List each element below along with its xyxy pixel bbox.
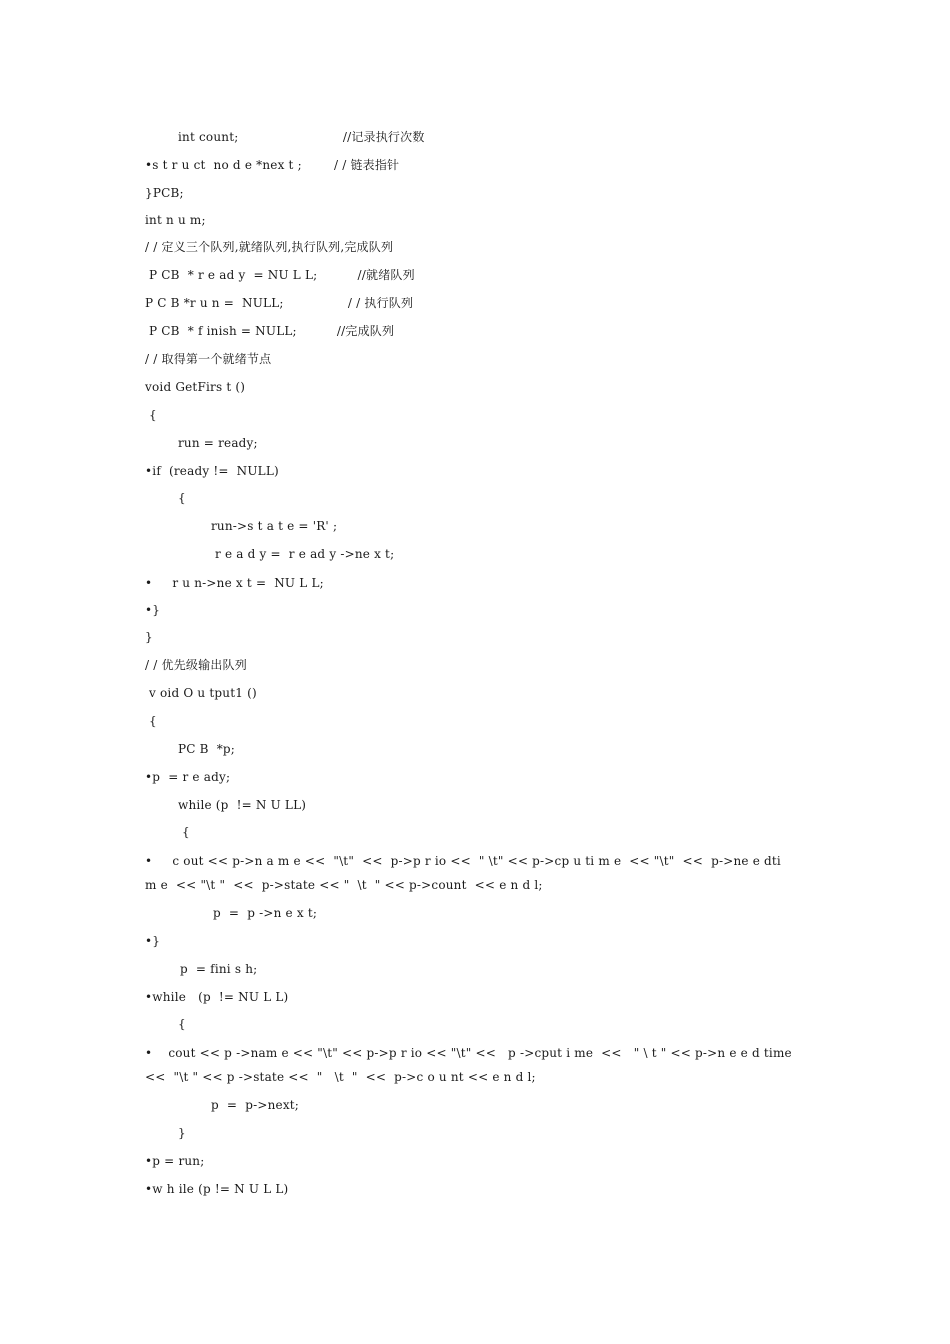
code-line: •if (ready != NULL) [145,464,279,478]
comment-line: / / 优先级输出队列 [145,658,247,672]
code-line: p = p->next; [211,1098,300,1112]
code-line: { [178,1017,186,1031]
comment-line: / / 定义三个队列,就绪队列,执行队列,完成队列 [145,240,394,254]
code-line: void GetFirs t () [145,380,246,394]
code-line: } [178,1126,186,1140]
code-line: v oid O u tput1 () [145,686,257,700]
code-line: int n u m; [145,213,206,227]
code-line: •s t r u ct no d e *nex t ; / / 链表指针 [145,158,400,172]
code-line: { [145,714,157,728]
code-line: while (p != N U LL) [178,798,307,812]
code-line: { [145,408,157,422]
code-line: • cout << p ->nam e << "\t" << p->p r io << "\t" << p ->cput i me << " \ t " << p->n e e d time << "\t " << p ->state << " \t " << p->c o u nt << e n d l; [145,1046,796,1084]
code-line: P CB * f inish = NULL; //完成队列 [145,324,395,338]
code-line: run->s t a t e = 'R' ; [211,519,338,533]
code-line: • r u n->ne x t = NU L L; [145,576,324,590]
code-line: run = ready; [178,436,258,450]
code-line: } [145,630,153,644]
code-line: p = fini s h; [180,962,258,976]
code-line: •} [145,603,161,617]
code-line: { [182,825,190,839]
code-line: •} [145,934,161,948]
comment-line: / / 取得第一个就绪节点 [145,352,272,366]
code-line: •w h ile (p != N U L L) [145,1182,289,1196]
code-line: •p = r e ady; [145,770,231,784]
code-line: •p = run; [145,1154,205,1168]
code-line: p = p ->n e x t; [213,906,318,920]
code-line: int count; //记录执行次数 [178,130,425,144]
code-line: PC B *p; [178,742,236,756]
code-line: r e a d y = r e ad y ->ne x t; [215,547,395,561]
code-line: P CB * r e ad y = NU L L; //就绪队列 [145,268,415,282]
code-line: • c out << p->n a m e << "\t" << p->p r io << " \t" << p->cp u ti m e << "\t" << p->ne e dti m e << "\t " << p->state << " \t " << p->count << e n d l; [145,854,785,892]
code-line: }PCB; [145,186,184,200]
code-line: •while (p != NU L L) [145,990,289,1004]
code-line: { [178,491,186,505]
code-line: P C B *r u n = NULL; / / 执行队列 [145,296,414,310]
